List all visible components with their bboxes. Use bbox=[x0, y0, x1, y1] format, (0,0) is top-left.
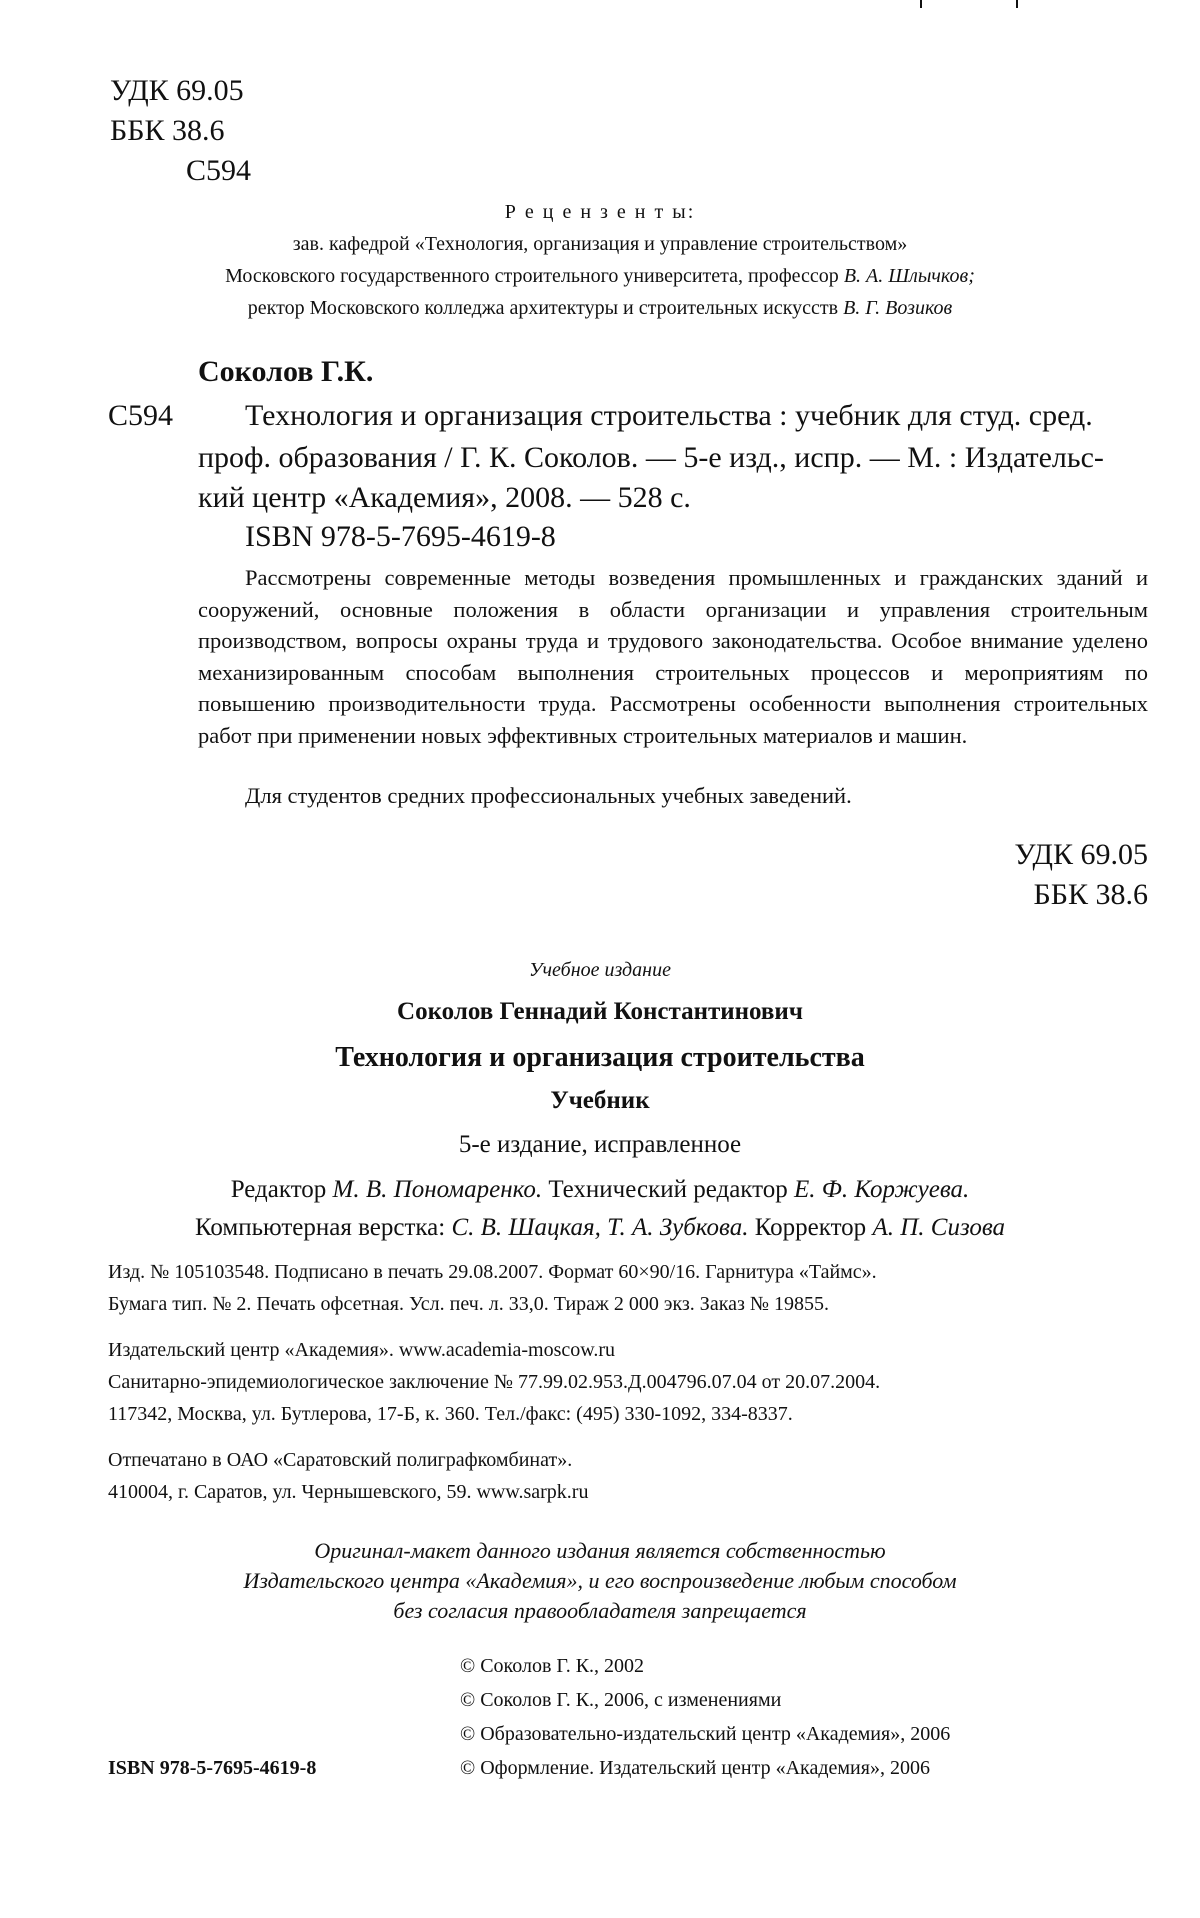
bib-author: Соколов Г.К. bbox=[198, 355, 374, 388]
annotation-audience: Для студентов средних профессиональных учебных заведений. bbox=[245, 783, 852, 808]
bib-line-2: проф. образования / Г. К. Соколов. — 5-е изд., испр. — М. : Издательс- bbox=[198, 441, 1104, 474]
copyright-notice-line-2: Издательского центра «Академия», и его воспроизведение любым способом bbox=[243, 1568, 957, 1593]
tech-editor-name: Е. Ф. Коржуева. bbox=[793, 1176, 970, 1203]
top-author-mark: С594 bbox=[186, 154, 252, 187]
bottom-bbk-code: ББК 38.6 bbox=[1033, 878, 1148, 911]
annotation-text: Рассмотрены современные методы возведения промышленных и гражданских зданий и сооружений, основные положения в области организации и управления строительным производством, вопросы охраны труда и трудового законодательства. Особое внимание уделено механизированным способам выполнения строительных процессов и мероприятиям по повышению производительности труда. Рассмотрены особенности выполнения строительных работ при применении новых эффективных строительных материалов и машин. bbox=[198, 565, 1148, 748]
print-info-line-1: Изд. № 105103548. Подписано в печать 29.08.2007. Формат 60×90/16. Гарнитура «Таймс». bbox=[108, 1261, 877, 1283]
reviewer-line-2 bbox=[0, 260, 1200, 292]
editor-name: М. В. Пономаренко. bbox=[332, 1176, 543, 1203]
copyright-notice-line-3: без согласия правообладателя запрещается bbox=[393, 1598, 807, 1623]
copyright-3: © Образовательно-издательский центр «Академия», 2006 bbox=[460, 1723, 951, 1745]
bib-line-3: кий центр «Академия», 2008. — 528 с. bbox=[198, 481, 691, 514]
publisher-line-1: Издательский центр «Академия». www.academia-moscow.ru bbox=[108, 1339, 616, 1361]
imprint-title: Технология и организация строительства bbox=[335, 1042, 865, 1073]
reviewers-heading: Р е ц е н з е н т ы: bbox=[504, 201, 696, 223]
reviewer-name-2: В. Г. Возиков bbox=[843, 297, 953, 319]
imprint-edition: 5-е издание, исправленное bbox=[458, 1131, 742, 1158]
editor-label: Редактор bbox=[230, 1176, 333, 1203]
copyright-2: © Соколов Г. К., 2006, с изменениями bbox=[460, 1689, 782, 1711]
scan-mark bbox=[920, 0, 922, 8]
copyright-4: © Оформление. Издательский центр «Академия», 2006 bbox=[460, 1757, 930, 1779]
imprint-author: Соколов Геннадий Константинович bbox=[397, 998, 803, 1025]
top-bbk-code: ББК 38.6 bbox=[110, 114, 225, 147]
layout-label: Компьютерная верстка: bbox=[194, 1214, 452, 1241]
bottom-isbn: ISBN 978-5-7695-4619-8 bbox=[108, 1757, 317, 1779]
imprint-layout bbox=[0, 1211, 1200, 1245]
layout-names: С. В. Шацкая, Т. А. Зубкова. bbox=[451, 1214, 749, 1241]
tech-editor-label: Технический редактор bbox=[542, 1176, 794, 1203]
bib-line-1: Технология и организация строительства : учебник для студ. сред. bbox=[245, 399, 1093, 432]
reviewer-line-3-text: ректор Московского колледжа архитектуры и строительных искусств bbox=[247, 297, 844, 319]
publisher-line-2: Санитарно-эпидемиологическое заключение № 77.99.02.953.Д.004796.07.04 от 20.07.2004. bbox=[108, 1371, 881, 1393]
imprint-editors bbox=[0, 1173, 1200, 1207]
top-udk-code: УДК 69.05 bbox=[110, 74, 244, 107]
reviewer-line-2-text: Московского государственного строительного университета, профессор bbox=[225, 265, 844, 287]
printer-line-1: Отпечатано в ОАО «Саратовский полиграфкомбинат». bbox=[108, 1449, 573, 1471]
bib-isbn: ISBN 978-5-7695-4619-8 bbox=[245, 520, 556, 553]
publisher-line-3: 117342, Москва, ул. Бутлерова, 17-Б, к. 360. Тел./факс: (495) 330-1092, 334-8337. bbox=[108, 1403, 793, 1425]
reviewer-line-3 bbox=[0, 292, 1200, 324]
reviewer-name-1: В. А. Шлычков; bbox=[843, 265, 975, 287]
reviewer-line-1: зав. кафедрой «Технология, организация и управление строительством» bbox=[292, 233, 908, 255]
copyright-1: © Соколов Г. К., 2002 bbox=[460, 1655, 645, 1677]
printer-line-2: 410004, г. Саратов, ул. Чернышевского, 59. www.sarpk.ru bbox=[108, 1481, 589, 1503]
bib-mark: С594 bbox=[108, 399, 174, 432]
print-info-line-2: Бумага тип. № 2. Печать офсетная. Усл. печ. л. 33,0. Тираж 2 000 экз. Заказ № 19855. bbox=[108, 1293, 829, 1315]
corrector-name: А. П. Сизова bbox=[872, 1214, 1006, 1241]
edition-type: Учебное издание bbox=[529, 959, 671, 981]
corrector-label: Корректор bbox=[748, 1214, 873, 1241]
imprint-kind: Учебник bbox=[550, 1087, 650, 1114]
copyright-notice-line-1: Оригинал-макет данного издания является собственностью bbox=[314, 1538, 886, 1563]
scan-mark bbox=[1016, 0, 1018, 8]
bottom-udk-code: УДК 69.05 bbox=[1014, 838, 1148, 871]
